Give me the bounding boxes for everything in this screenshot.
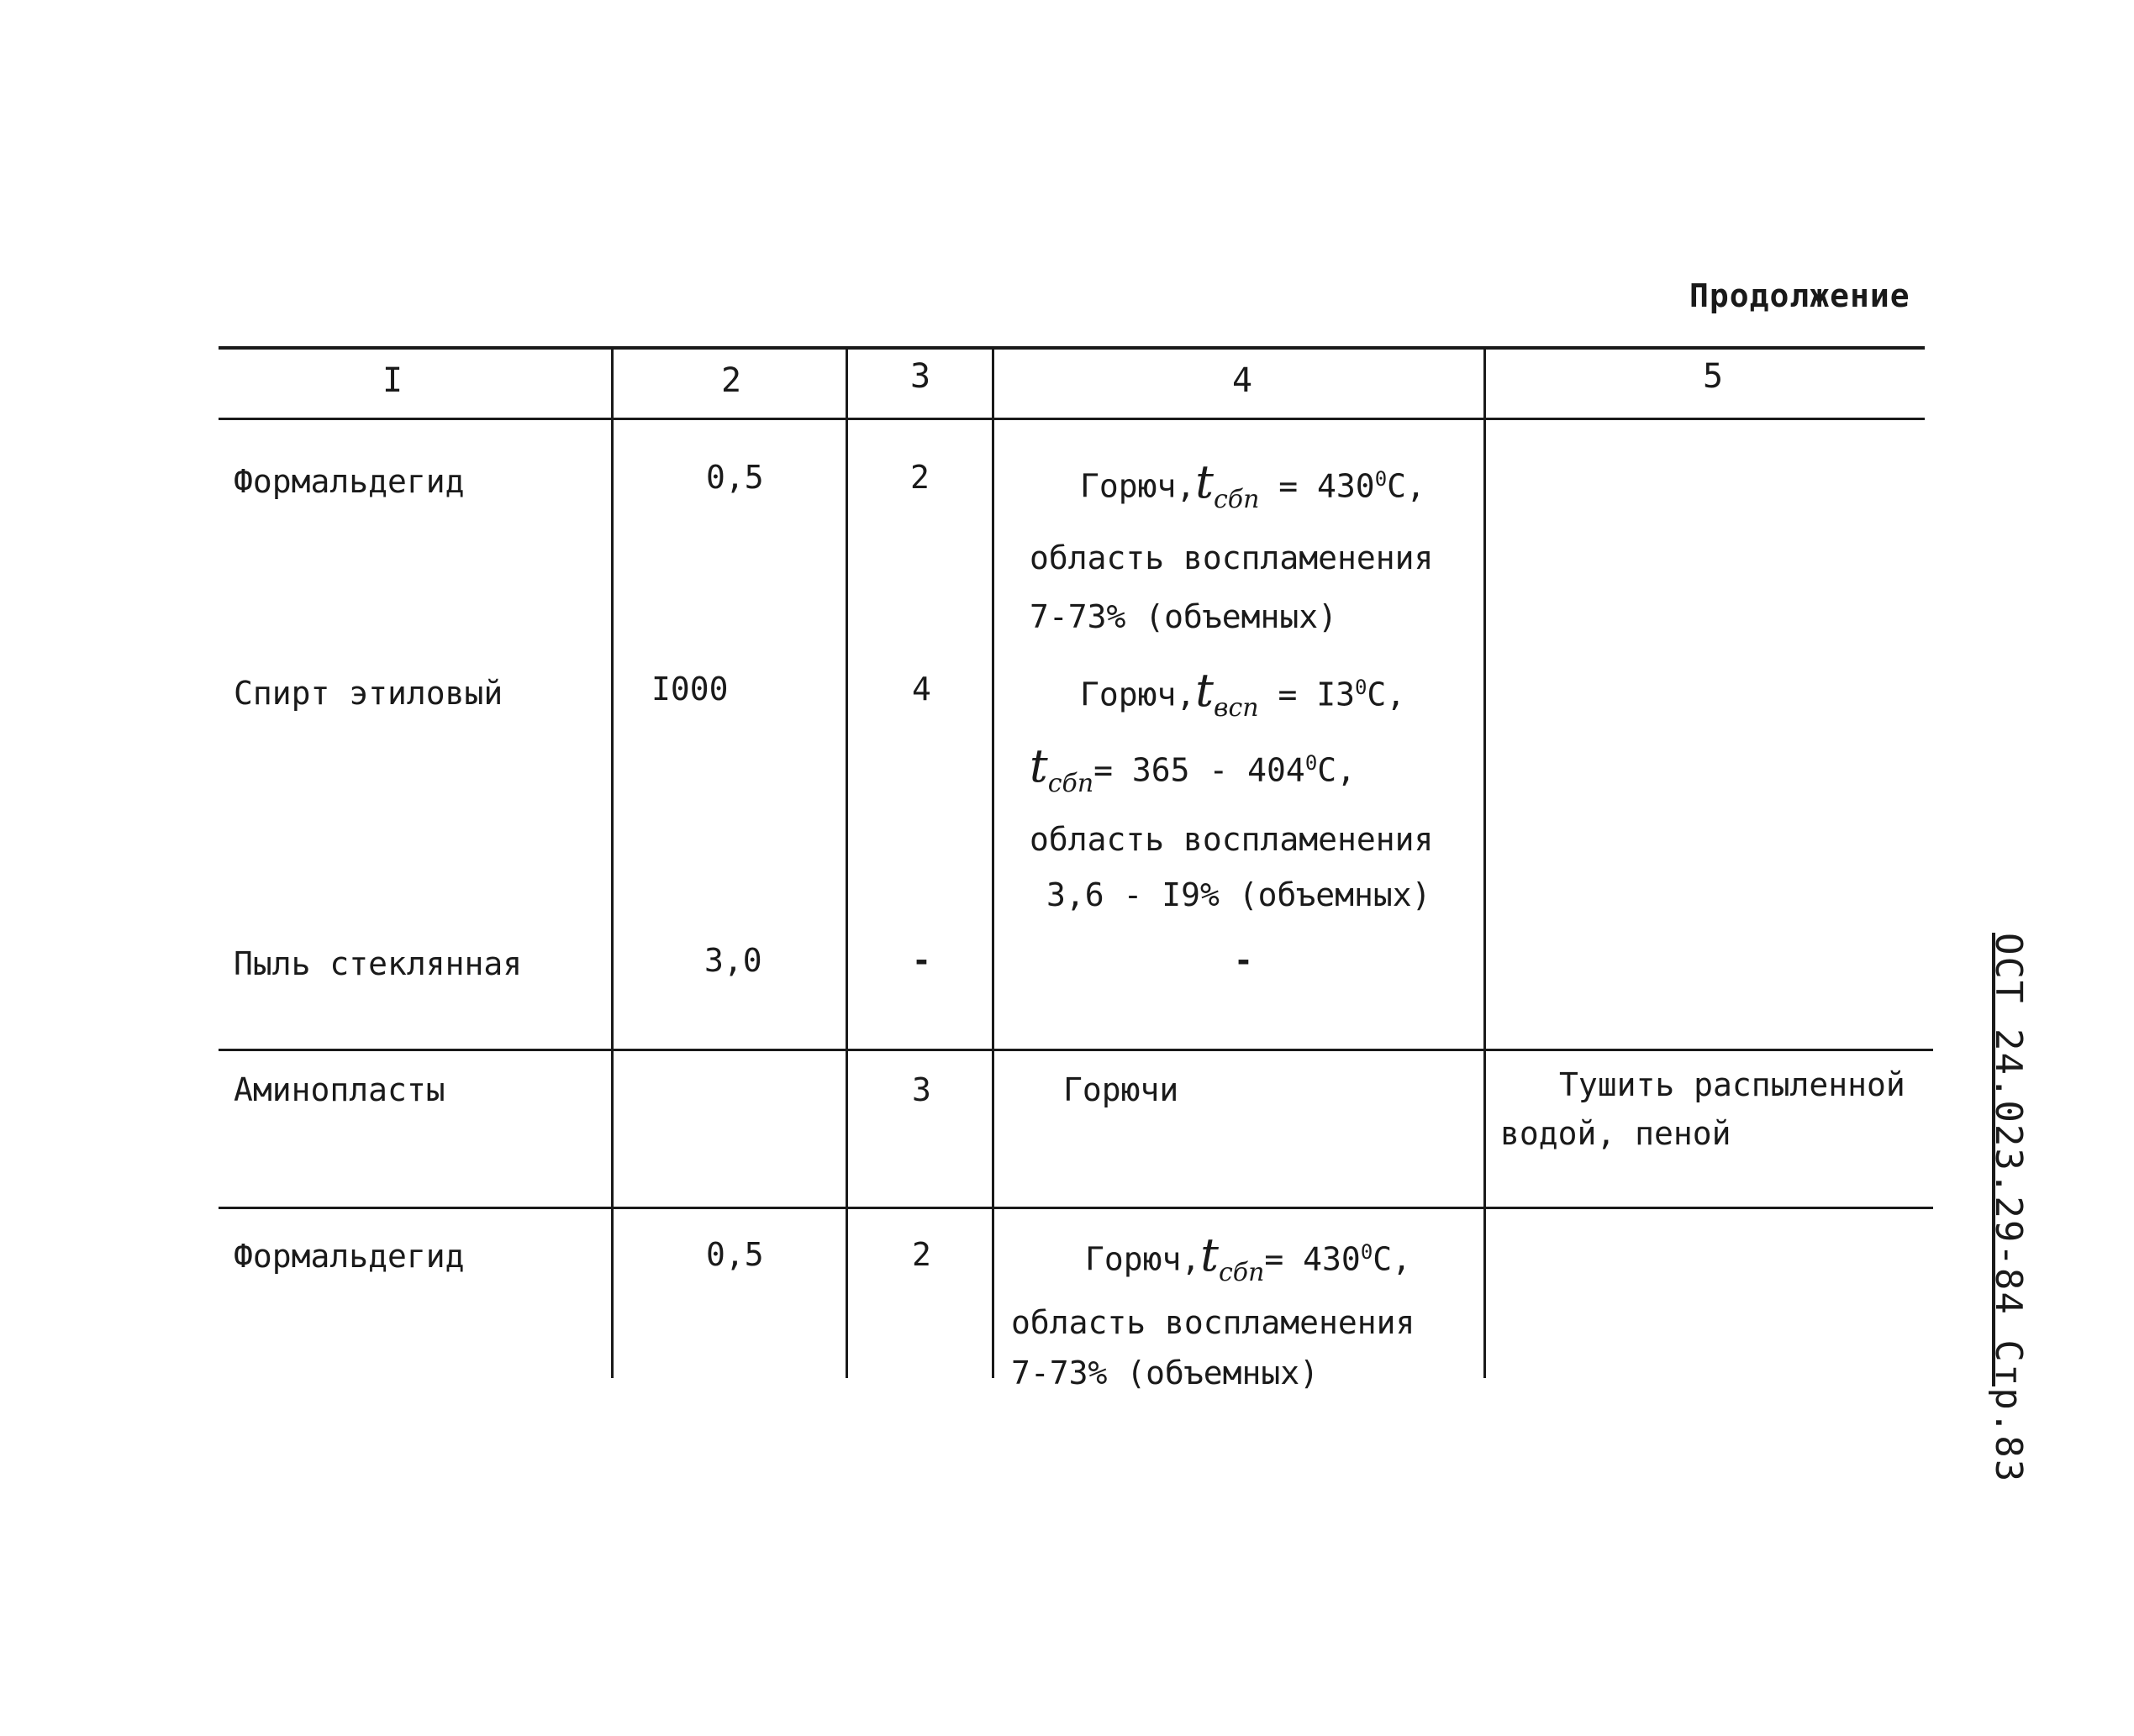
table-row-1-col2: 0,5 xyxy=(706,459,764,496)
group-divider-rule-2 xyxy=(219,1207,1933,1209)
row-1-unit: С, xyxy=(1387,467,1425,505)
row-5-unit: С, xyxy=(1373,1240,1412,1278)
row-1-t-subscript: сбп xyxy=(1213,484,1260,514)
column-divider-3-4 xyxy=(992,348,994,1378)
continuation-label: Продолжение xyxy=(1689,277,1910,314)
row-5-t-subscript: сбп xyxy=(1218,1257,1265,1287)
row-2-autoignition-degree: 0 xyxy=(1304,751,1318,776)
table-row-4-col5 xyxy=(1500,1060,1905,1158)
column-header-2: 2 xyxy=(720,361,742,400)
column-divider-4-5 xyxy=(1483,348,1486,1378)
table-top-rule xyxy=(219,346,1925,350)
row-1-flammability-line xyxy=(1030,450,1433,529)
row-5-flammable-label: Горюч, xyxy=(1085,1240,1201,1278)
row-2-ignition-area: область воспламенения xyxy=(1030,820,1434,858)
table-row-4-name: Аминопласты xyxy=(234,1071,445,1108)
row-1-t-symbol xyxy=(1195,455,1260,514)
row-2-autoignition-t: t xyxy=(1030,739,1048,793)
row-2-autoignition-subscript: сбп xyxy=(1047,768,1094,798)
column-divider-2-3 xyxy=(846,348,848,1378)
column-header-5: 5 xyxy=(1702,357,1724,396)
table-row-3-name: Пыль стеклянная xyxy=(234,945,523,982)
row-2-flash-value: = I3 xyxy=(1258,676,1355,713)
row-1-flammable-label: Горюч, xyxy=(1080,467,1196,505)
table-row-5-col2: 0,5 xyxy=(706,1236,764,1273)
row-1-ignition-range: 7-73% (объемных) xyxy=(1030,598,1338,636)
row-1-temp-value: = 430 xyxy=(1259,467,1375,505)
table-row-2-col3: 4 xyxy=(912,671,931,708)
column-divider-1-2 xyxy=(611,348,614,1378)
table-row-1-col4 xyxy=(1030,450,1433,646)
row-2-ignition-range: 3,6 - I9% (объемных) xyxy=(1046,876,1431,913)
row-5-flammability-line xyxy=(1011,1227,1415,1297)
row-1-t-letter: t xyxy=(1195,455,1214,508)
row-2-flash-degree: 0 xyxy=(1354,676,1367,699)
stamp-code: ОСТ 24.023.29-84 Стр.83 xyxy=(1987,933,2030,1484)
table-row-5-col4 xyxy=(1011,1227,1415,1398)
row-5-t-letter: t xyxy=(1200,1228,1219,1281)
row-2-flash-line xyxy=(1030,660,1433,735)
table-row-3-col4: - xyxy=(1234,942,1253,979)
table-row-5-col3: 2 xyxy=(912,1236,931,1273)
table-row-5-name: Формальдегид xyxy=(234,1238,465,1275)
row-2-autoignition-line xyxy=(1030,735,1433,811)
table-row-4-col3: 3 xyxy=(912,1071,931,1108)
header-bottom-rule xyxy=(219,418,1925,420)
row-2-autoignition-value: = 365 - 404 xyxy=(1093,752,1305,790)
row-5-ignition-range: 7-73% (объемных) xyxy=(1011,1355,1320,1392)
table-row-3-col2: 3,0 xyxy=(704,942,762,979)
row-2-flash-unit: С, xyxy=(1367,676,1406,713)
row-5-temp-value: = 430 xyxy=(1264,1240,1361,1278)
row-5-ignition-area: область воспламенения xyxy=(1011,1304,1415,1342)
column-header-4: 4 xyxy=(1231,361,1253,400)
table-row-1-col3: 2 xyxy=(910,459,930,496)
table-row-1-name: Формальдегид xyxy=(234,463,465,500)
row-4-extinguish-line-1: Тушить распыленной xyxy=(1559,1066,1905,1103)
table-row-2-name: Спирт этиловый xyxy=(234,675,503,712)
document-side-stamp xyxy=(1987,933,2068,1484)
row-2-flash-symbol xyxy=(1195,663,1259,723)
table-row-2-col2: I000 xyxy=(651,671,729,708)
table-row-4-col4: Горючи xyxy=(1063,1071,1179,1108)
row-2-autoignition-symbol xyxy=(1030,739,1094,798)
row-5-t-symbol xyxy=(1200,1228,1265,1287)
table-row-2-col4 xyxy=(1030,660,1433,923)
column-header-1: I xyxy=(382,361,403,400)
row-2-flammable-label: Горюч, xyxy=(1080,676,1196,713)
row-5-degree: 0 xyxy=(1360,1240,1373,1264)
row-2-autoignition-unit: С, xyxy=(1317,752,1357,790)
group-divider-rule xyxy=(219,1049,1933,1051)
row-4-extinguish-line-2: водой, пеной xyxy=(1500,1115,1731,1152)
row-2-flash-subscript: всп xyxy=(1213,692,1259,723)
row-2-flash-t: t xyxy=(1195,663,1214,717)
table-row-3-col3: - xyxy=(912,942,931,979)
row-1-ignition-area: область воспламенения xyxy=(1030,539,1434,577)
column-header-3: 3 xyxy=(909,357,931,396)
row-1-degree: 0 xyxy=(1374,467,1388,491)
